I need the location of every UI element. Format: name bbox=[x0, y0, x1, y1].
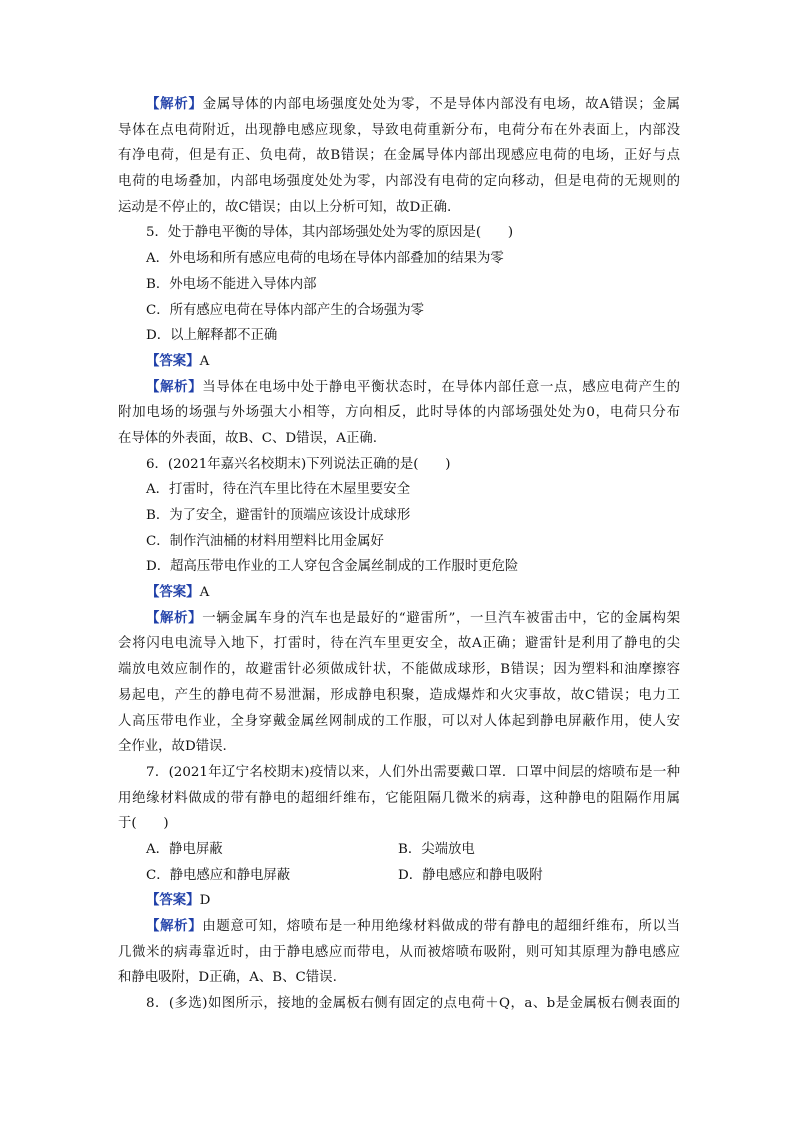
question-stem: 6．(2021年嘉兴名校期末)下列说法正确的是( ) bbox=[146, 456, 451, 472]
analysis-line: 几微米的病毒靠近时，由于静电感应而带电，从而被熔喷布吸附，则可知其原理为静电感应 bbox=[118, 944, 680, 960]
option-c: C．静电感应和静电屏蔽 bbox=[146, 867, 291, 883]
option-b: B．外电场不能进入导体内部 bbox=[146, 276, 317, 292]
analysis-line: 附加电场的场强与外场强大小相等，方向相反，此时导体的内部场强处处为0，电荷只分布 bbox=[118, 405, 680, 421]
question-stem: 用绝缘材料做成的带有静电的超细纤维布，它能阻隔几微米的病毒，这种静电的阻隔作用属 bbox=[118, 790, 680, 806]
option-a: A．静电屏蔽 bbox=[146, 841, 223, 857]
analysis-line: 端放电效应制作的，故避雷针必须做成针状，不能做成球形，B错误；因为塑料和油摩擦容 bbox=[118, 662, 680, 678]
question-5 bbox=[118, 220, 680, 451]
answer-value: A bbox=[199, 585, 210, 601]
option-d: D．超高压带电作业的工人穿包含金属丝制成的工作服时更危险 bbox=[146, 559, 519, 575]
question-6 bbox=[118, 452, 680, 760]
answer-value: D bbox=[199, 893, 211, 909]
option-c: C．制作汽油桶的材料用塑料比用金属好 bbox=[146, 533, 384, 549]
question-stem: 7．(2021年辽宁名校期末)疫情以来，人们外出需要戴口罩．口罩中间层的熔喷布是一种 bbox=[146, 764, 680, 780]
option-c: C．所有感应电荷在导体内部产生的合场强为零 bbox=[146, 302, 425, 318]
analysis-line: 【解析】一辆金属车身的汽车也是最好的“避雷所”，一旦汽车被雷击中，它的金属构架 bbox=[146, 609, 680, 626]
analysis-line: 人高压带电作业，全身穿戴金属丝网制成的工作服，可以对人体起到静电屏蔽作用，使人安 bbox=[118, 713, 680, 729]
answer bbox=[118, 888, 680, 914]
option-row bbox=[118, 837, 680, 863]
answer bbox=[118, 349, 680, 375]
option-b: B．为了安全，避雷针的顶端应该设计成球形 bbox=[146, 508, 411, 523]
analysis-line: 导体在点电荷附近，出现静电感应现象，导致电荷重新分布，电荷分布在外表面上，内部没 bbox=[118, 122, 680, 138]
question-stem: 8．(多选)如图所示，接地的金属板右侧有固定的点电荷＋Q，a、b是金属板右侧表面的 bbox=[146, 996, 680, 1012]
q4-analysis bbox=[118, 92, 680, 220]
question-7 bbox=[118, 760, 680, 991]
analysis-line: 【解析】金属导体的内部电场强度处处为零，不是导体内部没有电场，故A错误；金属 bbox=[146, 96, 680, 112]
answer-tag: 【答案】 bbox=[146, 352, 200, 369]
document-page bbox=[118, 92, 680, 1017]
analysis-line: 【解析】当导体在电场中处于静电平衡状态时，在导体内部任意一点，感应电荷产生的 bbox=[146, 378, 681, 395]
question-8 bbox=[118, 991, 680, 1017]
analysis-tag: 【解析】 bbox=[146, 378, 203, 395]
analysis-line: 和静电吸附，D正确，A、B、C错误. bbox=[118, 970, 337, 986]
answer bbox=[118, 580, 680, 606]
analysis-line: 在导体的外表面，故B、C、D错误，A正确. bbox=[118, 430, 377, 446]
answer-tag: 【答案】 bbox=[146, 584, 200, 601]
option-d: D．以上解释都不正确 bbox=[146, 328, 278, 344]
analysis-line: 运动是不停止的，故C错误；由以上分析可知，故D正确. bbox=[118, 199, 452, 215]
question-stem: 5．处于静电平衡的导体，其内部场强处处为零的原因是( ) bbox=[146, 225, 514, 241]
option-d: D．静电感应和静电吸附 bbox=[398, 867, 543, 883]
analysis-line: 有净电荷，但是有正、负电荷，故B错误；在金属导体内部出现感应电荷的电场，正好与点 bbox=[118, 148, 680, 164]
answer-value: A bbox=[199, 353, 210, 369]
answer-tag: 【答案】 bbox=[146, 892, 200, 909]
analysis-line: 会将闪电电流导入地下，打雷时，待在汽车里更安全，故A正确；避雷针是利用了静电的尖 bbox=[118, 636, 680, 652]
option-a: A．打雷时，待在汽车里比待在木屋里要安全 bbox=[146, 482, 411, 498]
question-stem: 于( ) bbox=[118, 816, 169, 832]
analysis-tag: 【解析】 bbox=[146, 609, 203, 626]
analysis-line: 全作业，故D错误. bbox=[118, 739, 227, 755]
analysis-line: 电荷的电场叠加，内部电场强度处处为零，内部没有电荷的定向移动，但是电荷的无规则的 bbox=[118, 174, 680, 190]
option-b: B．尖端放电 bbox=[398, 841, 475, 857]
analysis-line: 【解析】由题意可知，熔喷布是一种用绝缘材料做成的带有静电的超细纤维布，所以当 bbox=[146, 918, 681, 934]
option-row bbox=[118, 863, 680, 889]
analysis-tag: 【解析】 bbox=[146, 918, 203, 934]
analysis-tag: 【解析】 bbox=[146, 96, 203, 112]
analysis-line: 易起电，产生的静电荷不易泄漏，形成静电积聚，造成爆炸和火灾事故，故C错误；电力工 bbox=[118, 687, 680, 703]
option-a: A．外电场和所有感应电荷的电场在导体内部叠加的结果为零 bbox=[146, 251, 504, 267]
